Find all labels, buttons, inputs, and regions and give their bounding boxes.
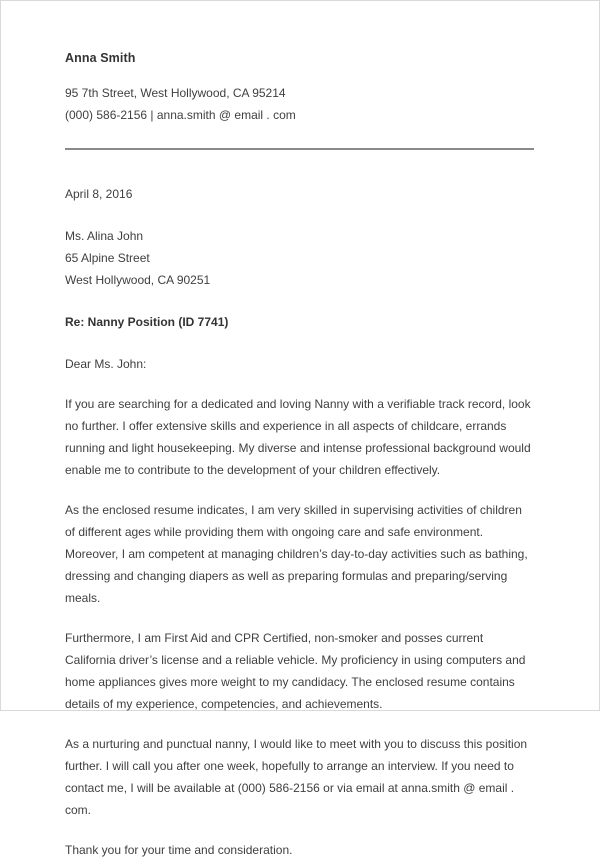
salutation: Dear Ms. John:: [65, 357, 147, 371]
recipient-name: Ms. Alina John: [65, 229, 144, 243]
sender-address: 95 7th Street, West Hollywood, CA 95214: [65, 86, 286, 100]
letter-date: April 8, 2016: [65, 187, 133, 201]
subject-line: Re: Nanny Position (ID 7741): [65, 315, 229, 329]
body-paragraph: Furthermore, I am First Aid and CPR Certified, non-smoker and posses current California driver’s license and a reliable vehicle. My proficiency in using computers and home appliances gives more weight to my candidacy. The enclosed resume contains details of my experience, competencies, and achievements.: [65, 631, 526, 711]
sender-contact: (000) 586-2156 | anna.smith @ email . com: [65, 108, 296, 122]
body-paragraph: As a nurturing and punctual nanny, I would like to meet with you to discuss this position further. I will call you after one week, hopefully to arrange an interview. If you need to contact me, I will be available at (000) 586-2156 or via email at anna.smith @ email . com.: [65, 737, 528, 817]
sender-name: Anna Smith: [65, 51, 136, 65]
recipient-block: [65, 205, 535, 291]
letter-content: [65, 1, 535, 861]
body-paragraph: As the enclosed resume indicates, I am very skilled in supervising activities of children of different ages while providing them with ongoing care and safe environment. Moreover, I am competent at managing children’s day-to-day activities such as bathing, dressing and changing diapers as well as preparing formulas and preparing/serving meals.: [65, 503, 528, 605]
body-paragraph: If you are searching for a dedicated and loving Nanny with a verifiable track record, look no further. I offer extensive skills and experience in all aspects of childcare, errands running and light housekeeping. My diverse and intense professional background would enable me to contribute to the development of your children effectively.: [65, 397, 531, 477]
closing-line: Thank you for your time and consideration.: [65, 843, 293, 857]
recipient-city-state-zip: West Hollywood, CA 90251: [65, 273, 211, 287]
recipient-street: 65 Alpine Street: [65, 251, 150, 265]
